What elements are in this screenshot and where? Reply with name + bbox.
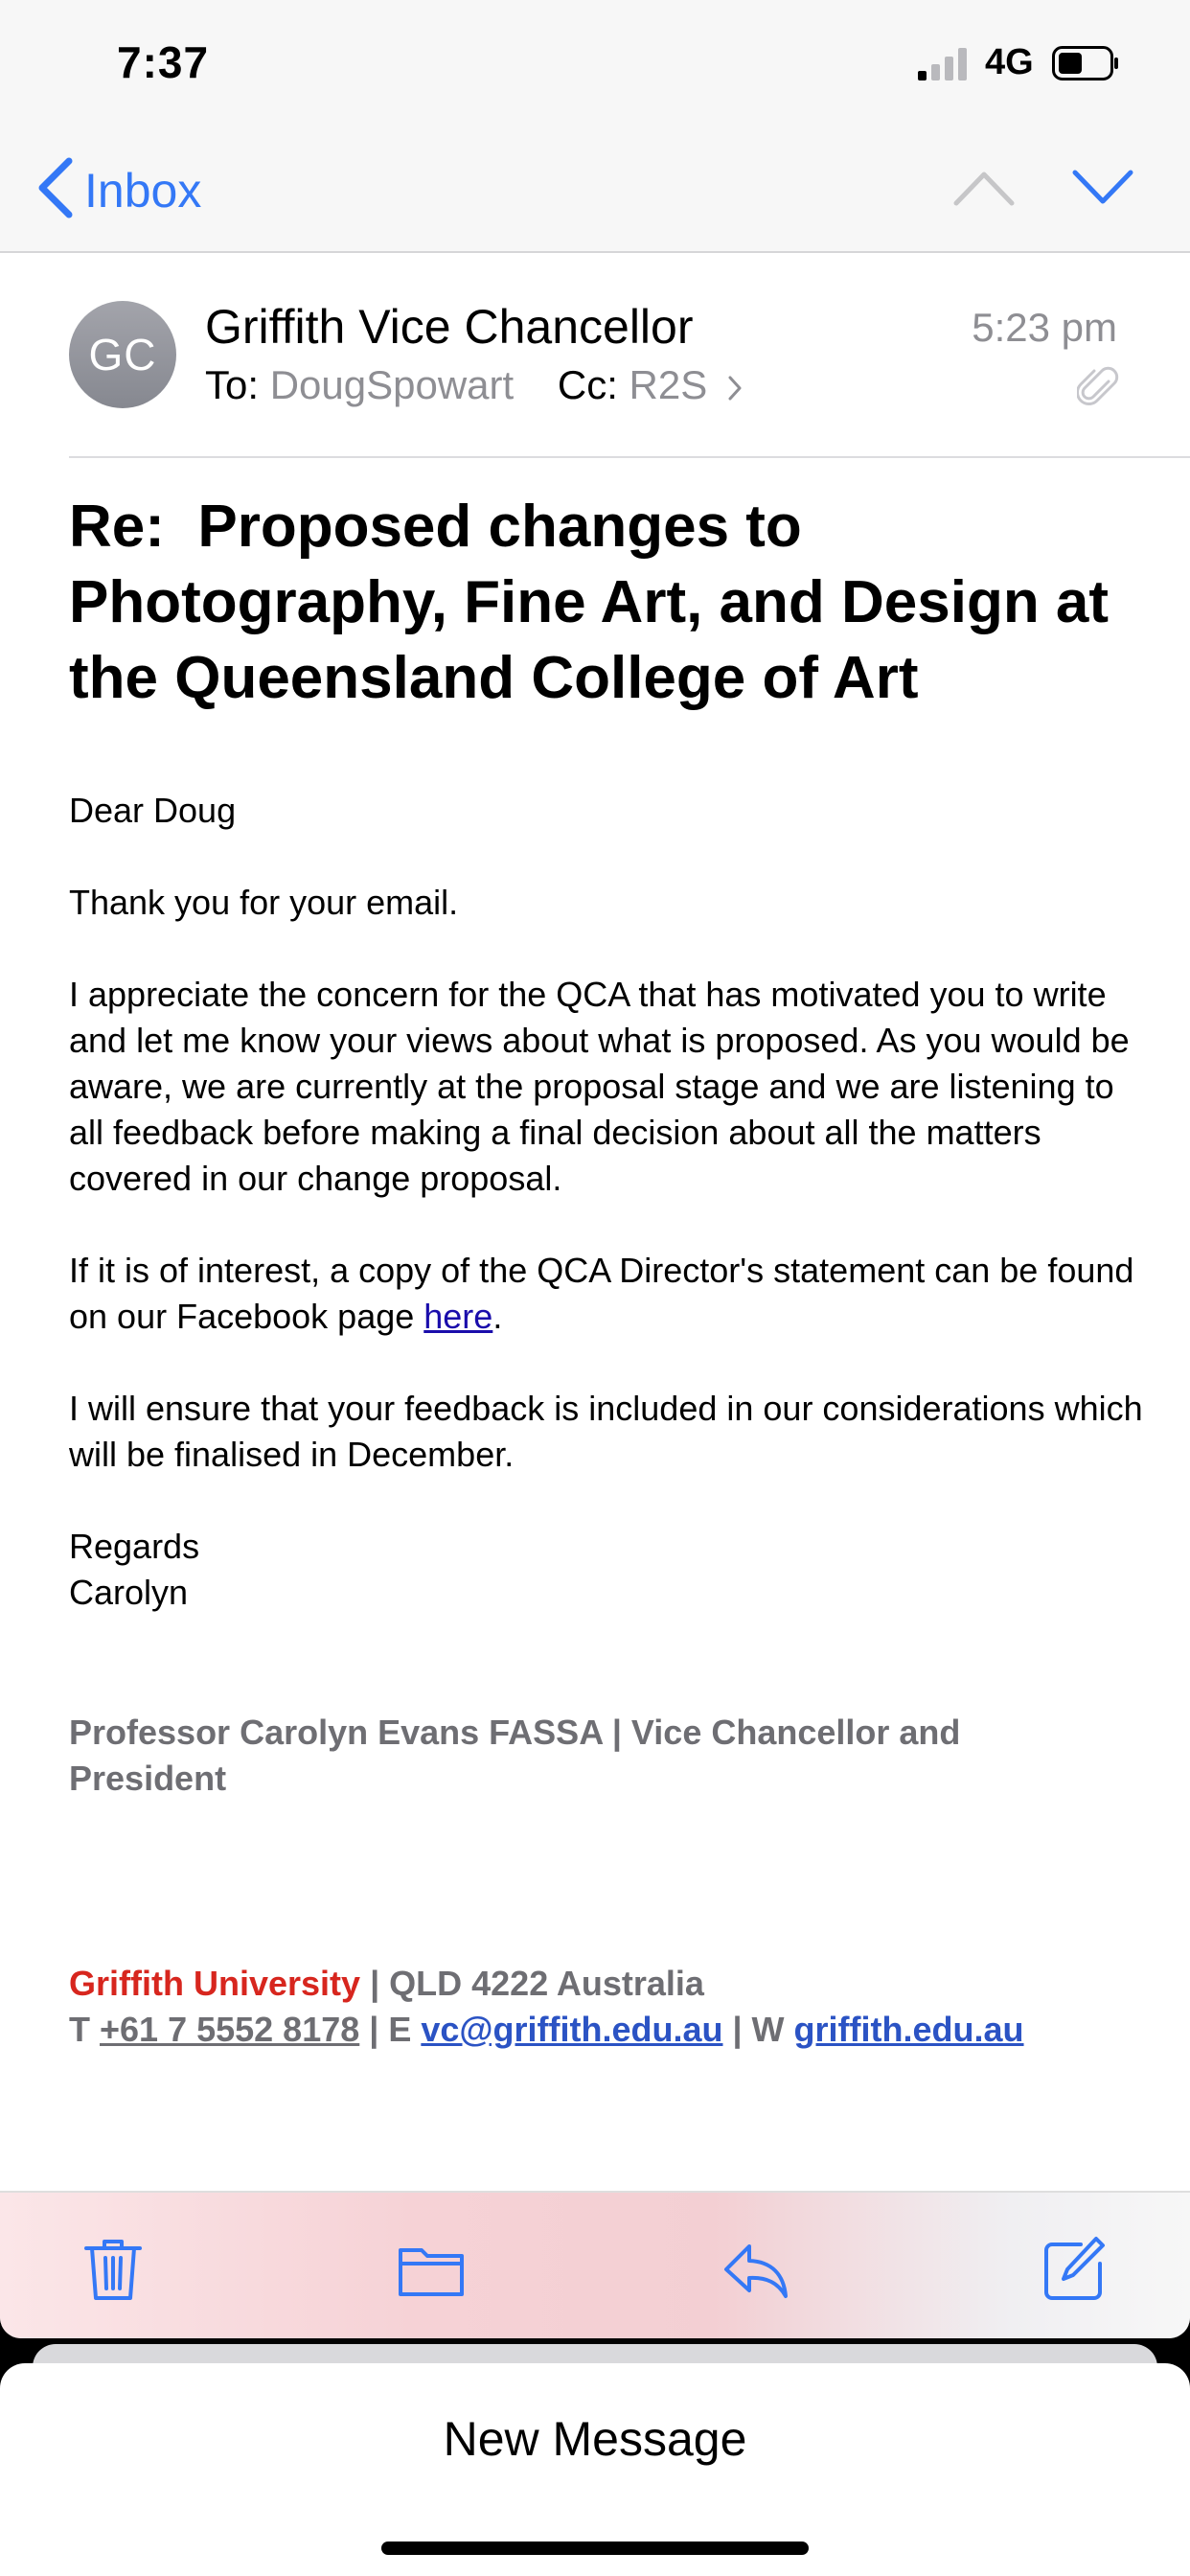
web-label: | W (722, 2010, 794, 2049)
sender-avatar[interactable]: GC (69, 301, 176, 408)
body-greeting: Dear Doug (69, 791, 237, 830)
body-paragraph-1: I appreciate the concern for the QCA that has motivated you to write and let me know your views about what is proposed. As you would be aware, we are currently at the proposal stage and we are listening to all feedback before making a final decision about all the matters covered in our change proposal. (69, 975, 1130, 1198)
network-label: 4G (985, 42, 1034, 82)
navigation-bar (0, 125, 1190, 253)
email-label: | E (359, 2010, 422, 2049)
facebook-here-link[interactable]: here (423, 1297, 493, 1336)
cc-recipient[interactable]: R2S (629, 362, 708, 407)
paragraph-2-text: If it is of interest, a copy of the QCA Director's statement can be found on our Facebook page (69, 1251, 1134, 1336)
signature-title: Professor Carolyn Evans FASSA | Vice Chancellor and President (69, 1713, 961, 1798)
cellular-signal-icon (918, 48, 970, 80)
signature-university: Griffith University (69, 1964, 361, 2003)
paperclip-icon (1077, 364, 1119, 410)
to-recipient[interactable]: DougSpowart (269, 362, 515, 407)
recipients-line[interactable] (205, 362, 744, 408)
status-time: 7:37 (117, 37, 210, 87)
email-link[interactable]: vc@griffith.edu.au (421, 2010, 723, 2049)
previous-message-chevron-up-icon[interactable] (952, 169, 1016, 207)
to-label: To: (205, 362, 260, 407)
website-link[interactable]: griffith.edu.au (793, 2010, 1024, 2049)
cc-label: Cc: (557, 362, 618, 407)
signature-location: | QLD 4222 Australia (360, 1964, 704, 2003)
message-subject: Re: Proposed changes to Photography, Fine Art, and Design at the Queensland College of Art (69, 494, 1126, 711)
trash-icon[interactable] (79, 2235, 148, 2304)
status-bar (0, 0, 1190, 125)
signature-address (69, 1961, 1152, 2007)
body-paragraph-2 (69, 1248, 1152, 1340)
folder-icon[interactable] (397, 2235, 466, 2304)
paragraph-2-end: . (492, 1297, 503, 1336)
next-message-chevron-down-icon[interactable] (1071, 169, 1134, 207)
phone-label: T (69, 2010, 100, 2049)
body-paragraph-3: I will ensure that your feedback is included in our considerations which will be finalised in December. (69, 1389, 1143, 1474)
back-chevron-icon[interactable] (34, 157, 75, 218)
header-divider (69, 456, 1190, 458)
phone-link[interactable]: +61 7 5552 8178 (100, 2010, 360, 2049)
sender-name[interactable]: Griffith Vice Chancellor (205, 300, 694, 354)
signature-contact (69, 2007, 1152, 2053)
body-thanks: Thank you for your email. (69, 883, 459, 922)
chevron-right-icon[interactable] (726, 375, 744, 402)
message-time: 5:23 pm (972, 305, 1117, 350)
inbox-back-button[interactable]: Inbox (84, 164, 202, 218)
new-message-sheet[interactable] (0, 2363, 1190, 2576)
home-indicator[interactable] (381, 2542, 809, 2555)
reply-icon[interactable] (721, 2235, 790, 2304)
battery-icon (1052, 46, 1119, 80)
body-closing: Regards (69, 1527, 200, 1566)
new-message-title[interactable]: New Message (443, 2412, 747, 2466)
bottom-toolbar (0, 2191, 1190, 2338)
body-name: Carolyn (69, 1573, 189, 1612)
compose-icon[interactable] (1039, 2235, 1108, 2304)
